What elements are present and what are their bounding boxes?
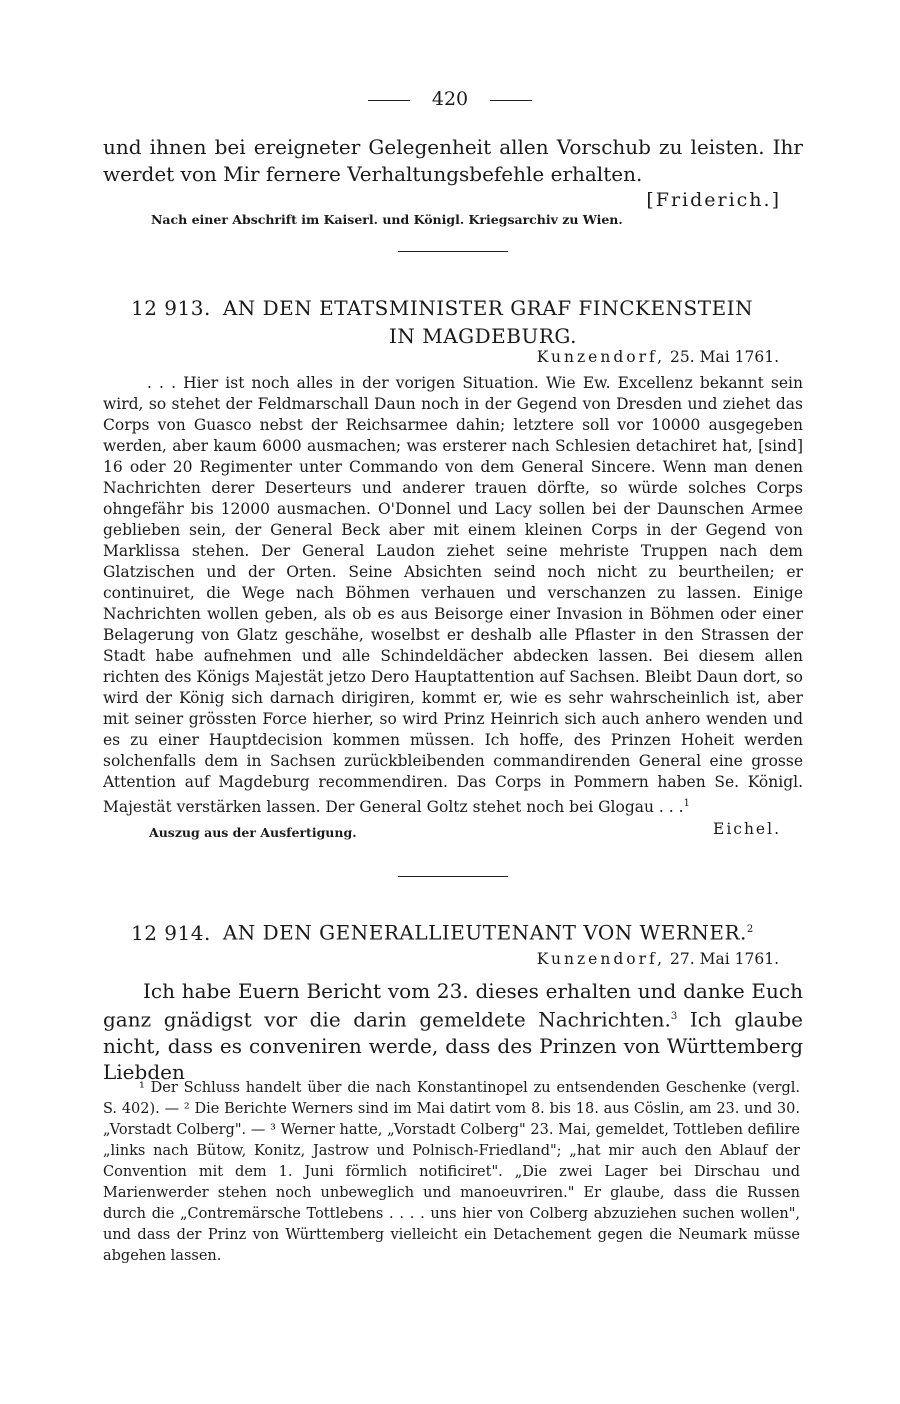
- letter-12913-number: 12 913.: [131, 296, 211, 320]
- intro-source-note: Nach einer Abschrift im Kaiserl. und Königl. Kriegsarchiv zu Wien.: [151, 212, 623, 227]
- page-number: [0, 88, 900, 110]
- letter-12914-place: Kunzendorf,: [536, 950, 666, 968]
- footnotes: [103, 1078, 800, 1267]
- footnote-mark-3: 3: [670, 1011, 678, 1022]
- letter-12914-body-part2: Ich glaube nicht, dass es conveniren werde, dass des Prinzen von Württemberg Liebden: [103, 1007, 803, 1084]
- letter-12913-date: 25. Mai 1761.: [670, 348, 779, 366]
- letter-12913-heading-line2: IN MAGDEBURG.: [388, 324, 578, 348]
- letter-12913-body: [103, 373, 803, 818]
- footnote-mark-2: 2: [746, 924, 754, 935]
- intro-line-2: werdet von Mir fernere Verhaltungsbefehle erhalten.: [103, 162, 643, 186]
- intro-continuation: [103, 134, 803, 227]
- separator-rule-1: [398, 251, 508, 252]
- page-number-dash-right: [490, 100, 532, 101]
- letter-12913-heading-line1: AN DEN ETATSMINISTER GRAF FINCKENSTEIN: [222, 296, 754, 320]
- letter-12914-date: 27. Mai 1761.: [670, 950, 779, 968]
- footnote-mark-1: 1: [683, 798, 690, 809]
- letter-12913-excerpt-note: Auszug aus der Ausfertigung.: [149, 825, 357, 841]
- separator-rule-2: [398, 876, 508, 877]
- intro-line-1: und ihnen bei ereigneter Gelegenheit allen Vorschub zu leisten. Ihr: [103, 135, 803, 159]
- letter-12914-body-part1: Ich habe Euern Bericht vom 23. dieses erhalten und danke Euch ganz gnädigst vor die darin gemeldete Nachrichten.: [103, 979, 803, 1032]
- letter-12913-body-block: [103, 373, 803, 840]
- letter-12914-number: 12 914.: [131, 920, 211, 945]
- intro-signature: [Friderich.]: [646, 189, 781, 211]
- letter-12914-dateline: [103, 950, 779, 968]
- letter-12914-body-block: [103, 978, 803, 1085]
- letter-12914-heading-text: AN DEN GENERALLIEUTENANT VON WERNER.: [222, 920, 747, 945]
- letter-12913-body-text: . . . Hier ist noch alles in der vorigen Situation. Wie Ew. Excellenz bekannt sein wird, so stehet der Feldmarschall Daun noch in der Gegend von Dresden und ziehet das Corps von Guasco nebst der Reichsarmee dahin; letztere soll vor 10000 ausgegeben werden, aber kaum 6000 ausmachen; was ersterer nach Schlesien detachiret hat, [sind] 16 oder 20 Regimenter unter Commando von dem General Sincere. Wenn man denen Nachrichten derer Deserteurs und anderer trauen dörfte, so würde solches Corps ohngefähr bis 12000 ausmachen. O'Donnel und Lacy sollen bei der Daunschen Armee geblieben sein, der General Beck aber mit einem kleinen Corps in der Gegend von Marklissa stehen. Der General Laudon ziehet seine mehriste Truppen nach dem Glatzischen und der Orten. Seine Absichten seind noch nicht zu beurtheilen; er continuiret, die Wege nach Böhmen verhauen und verschanzen zu lassen. Einige Nachrichten wollen geben, als ob es aus Beisorge einer Invasion in Böhmen oder einer Belagerung von Glatz geschähe, woselbst er deshalb alle Pflaster in den Strassen der Stadt habe aufnehmen und alle Schindeldächer abdecken lassen. Bei diesem allen richten des Königs Majestät jetzo Dero Hauptattention auf Sachsen. Bleibt Daun dort, so wird der König sich darnach dirigiren, kommt er, wie es sehr wahrscheinlich ist, aber mit seiner grössten Force hierher, so wird Prinz Heinrich sich auch anhero wenden und es zu einer Hauptdecision kommen müssen. Ich hoffe, des Prinzen Hoheit werden solchenfalls dem in Sachsen zurückbleibenden commandirenden General eine grosse Attention auf Magdeburg recommendiren. Das Corps in Pommern haben Se. Königl. Majestät verstärken lassen. Der General Goltz stehet noch bei Glogau . . .: [103, 374, 803, 817]
- letter-12914-body: [103, 978, 803, 1085]
- page-number-dash-left: [368, 100, 410, 101]
- footnotes-text: ¹ Der Schluss handelt über die nach Konstantinopel zu entsendenden Geschenke (vergl. S. 402). — ² Die Berichte Werners sind im Mai datirt vom 8. bis 18. aus Cöslin, am 23. und 30. „Vorstadt Colberg". — ³ Werner hatte, „Vorstadt Colberg" 23. Mai, gemeldet, Tottleben defilire „links nach Bütow, Konitz, Jastrow und Polnisch-Friedland"; „hat mir auch den Ablauf der Convention mit dem 1. Juni förmlich notificiret". „Die zwei Lager bei Dirschau und Marienwerder stehen noch unbeweglich und manoeuvriren." Er glaube, dass die Russen durch die „Contremärsche Tottlebens . . . . uns hier von Colberg abzuziehen suchen wollen", und dass der Prinz von Württemberg vielleicht ein Detachement gegen die Neumark müsse abgehen lassen.: [103, 1080, 800, 1264]
- page-number-text: 420: [431, 88, 469, 110]
- letter-12914-heading: [103, 916, 803, 947]
- letter-12913-heading: [103, 294, 803, 350]
- letter-12913-footer: [103, 820, 803, 840]
- letter-12913-signer: Eichel.: [713, 820, 781, 839]
- letter-12913-place: Kunzendorf,: [536, 348, 666, 366]
- letter-12913-dateline: [103, 348, 779, 366]
